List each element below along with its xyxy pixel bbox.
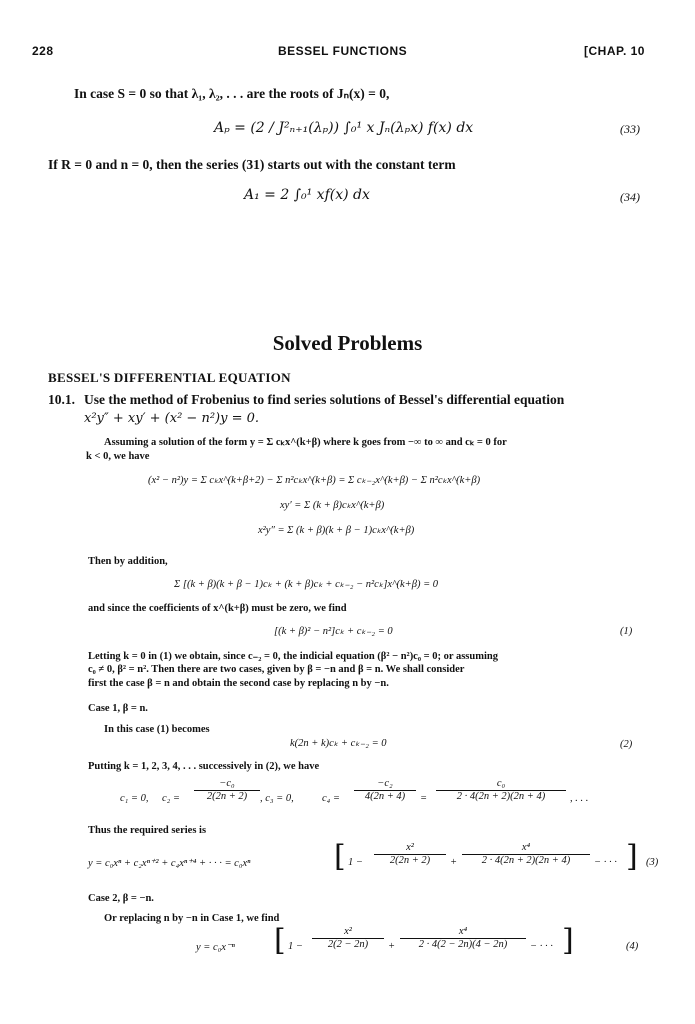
intro-line-1: In case S = 0 so that λ₁, λ₂, . . . are the roots of Jₙ(x) = 0, — [74, 86, 390, 101]
equation-33: Aₚ = (2 / J²ₙ₊₁(λₚ)) ∫₀¹ x Jₙ(λₚx) f(x) dx — [214, 120, 474, 136]
equation-3-frac-2 — [462, 842, 590, 866]
equation-3-frac-1-den: 2(2n + 2) — [389, 855, 431, 866]
case-1-heading: Case 1, β = n. — [88, 703, 148, 714]
solution-para-1b: k < 0, we have — [86, 451, 150, 462]
then-by-addition: Then by addition, — [88, 556, 168, 567]
coef-c3: , c₃ = 0, — [260, 793, 294, 804]
coef-c2-fraction — [194, 778, 260, 802]
problem-number: 10.1. — [48, 392, 75, 407]
running-title: BESSEL FUNCTIONS — [278, 44, 408, 58]
coef-c4b-numerator: c₀ — [436, 778, 566, 791]
equation-2: k(2n + k)cₖ + cₖ₋₂ = 0 — [290, 738, 387, 749]
equation-4-tail: − · · · — [530, 941, 553, 952]
coef-c4-denominator: 4(2n + 4) — [364, 791, 406, 802]
coef-equals: = — [420, 793, 428, 804]
page-number: 228 — [32, 44, 54, 58]
equation-1: [(k + β)² − n²]cₖ + cₖ₋₂ = 0 — [274, 626, 393, 637]
solution-para-2c: first the case β = n and obtain the second case by replacing n by −n. — [88, 678, 389, 689]
equation-34-tag: (34) — [620, 190, 640, 204]
equation-33-tag: (33) — [620, 122, 640, 136]
equation-4-plus: + — [388, 941, 396, 952]
equation-3-plus: + — [450, 857, 458, 868]
equation-1-tag: (1) — [620, 626, 633, 637]
bessel-equation: x²y″ + xy′ + (x² − n²)y = 0. — [84, 411, 260, 426]
equation-3-frac-1-num: x² — [374, 842, 446, 855]
equation-4-frac-1-den: 2(2 − 2n) — [327, 939, 369, 950]
equation-3-frac-2-num: x⁴ — [462, 842, 590, 855]
equation-3-frac-2-den: 2 · 4(2n + 2)(2n + 4) — [481, 855, 571, 866]
equation-4-frac-1-num: x² — [312, 926, 384, 939]
equation-A: (x² − n²)y = Σ cₖx^(k+β+2) − Σ n²cₖx^(k+β) = Σ cₖ₋₂x^(k+β) − Σ n²cₖx^(k+β) — [148, 475, 481, 486]
solution-para-2a: Letting k = 0 in (1) we obtain, since c₋₂ = 0, the indicial equation (β² − n²)c₀ = 0; or assuming — [88, 651, 498, 662]
equation-34: A₁ = 2 ∫₀¹ xf(x) dx — [244, 187, 370, 203]
equation-4-frac-2-num: x⁴ — [400, 926, 526, 939]
putting-text: Putting k = 1, 2, 3, 4, . . . successively in (2), we have — [88, 761, 320, 772]
case-2-text: Or replacing n by −n in Case 1, we find — [104, 913, 280, 924]
coef-c2-lhs: c₂ = — [162, 793, 181, 804]
equation-4-frac-2 — [400, 926, 526, 950]
case-2-heading: Case 2, β = −n. — [88, 893, 154, 904]
solved-problems-title: Solved Problems — [272, 331, 423, 355]
chapter-label: [CHAP. 10 — [584, 44, 645, 58]
equation-4-one-minus: 1 − — [288, 941, 303, 952]
coef-c4-lhs: c₄ = — [322, 793, 341, 804]
equation-4-frac-2-den: 2 · 4(2 − 2n)(4 − 2n) — [418, 939, 508, 950]
intro-line-2: If R = 0 and n = 0, then the series (31) starts out with the constant term — [48, 157, 456, 172]
equation-3-tail: − · · · — [594, 857, 617, 868]
equation-3-lhs: y = c₀xⁿ + c₂xⁿ⁺² + c₄xⁿ⁺⁴ + · · · = c₀xⁿ — [88, 858, 251, 869]
coefficients-text: and since the coefficients of x^(k+β) must be zero, we find — [88, 603, 347, 614]
coef-dots: , . . . — [570, 793, 589, 804]
equation-C: x²y″ = Σ (k + β)(k + β − 1)cₖx^(k+β) — [258, 525, 415, 536]
equation-D: Σ [(k + β)(k + β − 1)cₖ + (k + β)cₖ + cₖ₋₂ − n²cₖ]x^(k+β) = 0 — [174, 579, 439, 590]
equation-4-tag: (4) — [626, 941, 639, 952]
equation-3-one-minus: 1 − — [348, 857, 363, 868]
section-heading: BESSEL'S DIFFERENTIAL EQUATION — [48, 370, 291, 385]
coef-c4-numerator: −c₂ — [354, 778, 416, 791]
coef-c4-fraction — [354, 778, 416, 802]
bracket-right-icon: ] — [626, 839, 638, 874]
equation-4-lhs: y = c₀x⁻ⁿ — [196, 942, 235, 953]
bracket-right-icon: ] — [562, 923, 574, 958]
case-1-text: In this case (1) becomes — [104, 724, 210, 735]
coef-c4b-fraction — [436, 778, 566, 802]
solution-para-2b: c₀ ≠ 0, β² = n². Then there are two cases, given by β = −n and β = n. We shall consider — [88, 664, 465, 675]
equation-3-frac-1 — [374, 842, 446, 866]
coef-c1: c₁ = 0, — [120, 793, 149, 804]
equation-3-tag: (3) — [646, 857, 659, 868]
coef-c2-numerator: −c₀ — [194, 778, 260, 791]
coef-c4b-denominator: 2 · 4(2n + 2)(2n + 4) — [456, 791, 546, 802]
problem-statement: Use the method of Frobenius to find series solutions of Bessel's differential equation — [84, 392, 565, 407]
bracket-left-icon: [ — [334, 839, 346, 874]
coef-c2-denominator: 2(2n + 2) — [206, 791, 248, 802]
equation-4-frac-1 — [312, 926, 384, 950]
solution-para-1: Assuming a solution of the form y = Σ cₖx^(k+β) where k goes from −∞ to ∞ and cₖ = 0 for — [104, 437, 507, 448]
equation-B: xy′ = Σ (k + β)cₖx^(k+β) — [280, 500, 385, 511]
equation-2-tag: (2) — [620, 739, 633, 750]
bracket-left-icon: [ — [274, 923, 286, 958]
thus-text: Thus the required series is — [88, 825, 207, 836]
